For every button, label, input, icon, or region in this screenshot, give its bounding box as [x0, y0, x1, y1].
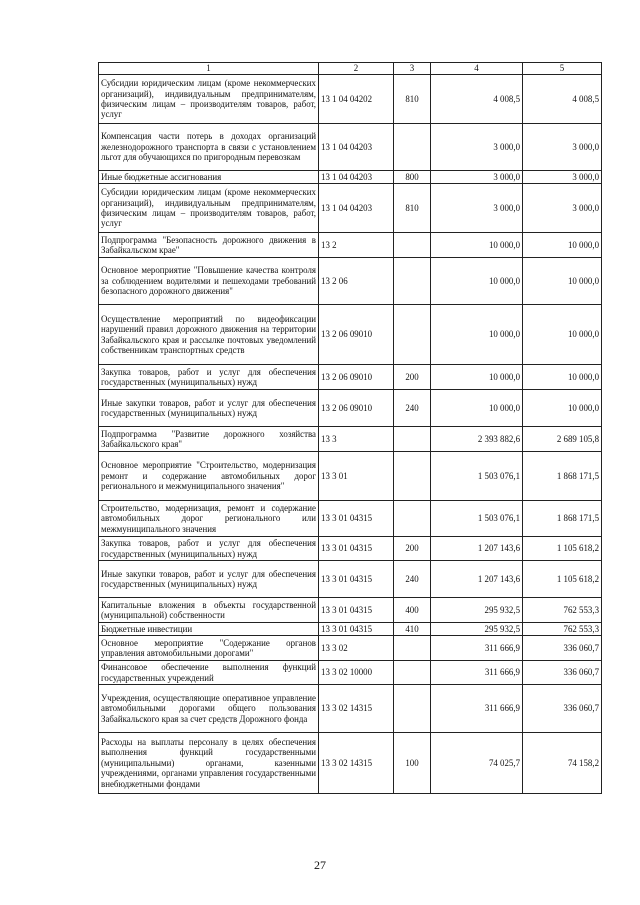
- row-expense-type: 240: [394, 561, 431, 598]
- row-expense-type: 200: [394, 537, 431, 561]
- row-amount-year-1: 1 207 143,6: [431, 537, 523, 561]
- row-amount-year-2: 10 000,0: [523, 305, 602, 365]
- row-expense-type: [394, 452, 431, 501]
- table-row: [99, 537, 602, 561]
- row-amount-year-1: 2 393 882,6: [431, 427, 523, 452]
- row-name: Финансовое обеспечение выполнения функций государственных учреждений: [99, 661, 319, 685]
- row-amount-year-1: 10 000,0: [431, 390, 523, 427]
- row-expense-type: [394, 427, 431, 452]
- row-code: 13 1 04 04202: [319, 75, 394, 124]
- row-amount-year-1: 4 008,5: [431, 75, 523, 124]
- row-amount-year-2: 3 000,0: [523, 171, 602, 184]
- page-number: 27: [314, 858, 326, 872]
- row-code: 13 2 06 09010: [319, 365, 394, 390]
- row-amount-year-2: 336 060,7: [523, 661, 602, 685]
- table-row: [99, 636, 602, 661]
- table-row: [99, 598, 602, 623]
- row-amount-year-1: 74 025,7: [431, 733, 523, 794]
- table-row: [99, 184, 602, 233]
- table-row: [99, 124, 602, 171]
- row-amount-year-1: 10 000,0: [431, 233, 523, 258]
- row-name: Подпрограмма "Развитие дорожного хозяйства Забайкальского края": [99, 427, 319, 452]
- row-amount-year-2: 1 105 618,2: [523, 561, 602, 598]
- row-expense-type: [394, 305, 431, 365]
- row-amount-year-1: 1 207 143,6: [431, 561, 523, 598]
- row-name: Подпрограмма "Безопасность дорожного движения в Забайкальском крае": [99, 233, 319, 258]
- row-expense-type: 800: [394, 171, 431, 184]
- row-name: Иные закупки товаров, работ и услуг для обеспечения государственных (муниципальных) нужд: [99, 561, 319, 598]
- table-row: [99, 233, 602, 258]
- table-row: [99, 171, 602, 184]
- header-col-1: 1: [99, 63, 319, 75]
- row-amount-year-1: 311 666,9: [431, 685, 523, 733]
- header-col-2: 2: [319, 63, 394, 75]
- row-amount-year-1: 295 932,5: [431, 598, 523, 623]
- header-col-5: 5: [523, 63, 602, 75]
- row-code: 13 3 01 04315: [319, 598, 394, 623]
- row-amount-year-2: 336 060,7: [523, 685, 602, 733]
- row-amount-year-1: 10 000,0: [431, 305, 523, 365]
- row-amount-year-1: 311 666,9: [431, 661, 523, 685]
- row-expense-type: [394, 501, 431, 537]
- row-code: 13 2 06: [319, 258, 394, 305]
- table-row: [99, 733, 602, 794]
- row-amount-year-2: 10 000,0: [523, 233, 602, 258]
- row-expense-type: 200: [394, 365, 431, 390]
- row-name: Иные бюджетные ассигнования: [99, 171, 319, 184]
- table-row: [99, 258, 602, 305]
- row-amount-year-2: 762 553,3: [523, 598, 602, 623]
- row-amount-year-2: 10 000,0: [523, 390, 602, 427]
- row-code: 13 3 02: [319, 636, 394, 661]
- table-row: [99, 390, 602, 427]
- row-name: Закупка товаров, работ и услуг для обеспечения государственных (муниципальных) нужд: [99, 365, 319, 390]
- budget-table: [98, 62, 602, 794]
- row-amount-year-1: 3 000,0: [431, 184, 523, 233]
- row-amount-year-2: 10 000,0: [523, 365, 602, 390]
- table-row: [99, 305, 602, 365]
- row-amount-year-2: 1 105 618,2: [523, 537, 602, 561]
- row-amount-year-1: 3 000,0: [431, 171, 523, 184]
- row-code: 13 1 04 04203: [319, 184, 394, 233]
- table-row: [99, 685, 602, 733]
- row-name: Строительство, модернизация, ремонт и содержание автомобильных дорог регионального или межмуниципального значения: [99, 501, 319, 537]
- row-expense-type: 240: [394, 390, 431, 427]
- row-expense-type: [394, 636, 431, 661]
- row-code: 13 2 06 09010: [319, 390, 394, 427]
- table-row: [99, 501, 602, 537]
- row-amount-year-2: 1 868 171,5: [523, 501, 602, 537]
- row-code: 13 1 04 04203: [319, 124, 394, 171]
- row-name: Основное мероприятие "Строительство, модернизация ремонт и содержание автомобильных дорог регионального и межмуниципального значения": [99, 452, 319, 501]
- row-code: 13 3 01 04315: [319, 561, 394, 598]
- row-code: 13 3 01 04315: [319, 537, 394, 561]
- row-expense-type: 810: [394, 75, 431, 124]
- row-name: Основное мероприятие "Повышение качества контроля за соблюдением водителями и пешеходами требований безопасного дорожного движения": [99, 258, 319, 305]
- row-amount-year-2: 4 008,5: [523, 75, 602, 124]
- row-expense-type: [394, 661, 431, 685]
- row-amount-year-1: 295 932,5: [431, 623, 523, 636]
- row-code: 13 3 01 04315: [319, 623, 394, 636]
- row-code: 13 2: [319, 233, 394, 258]
- row-amount-year-2: 336 060,7: [523, 636, 602, 661]
- row-amount-year-2: 3 000,0: [523, 184, 602, 233]
- table-row: [99, 452, 602, 501]
- table-row: [99, 561, 602, 598]
- table-row: [99, 75, 602, 124]
- row-amount-year-2: 3 000,0: [523, 124, 602, 171]
- header-col-3: 3: [394, 63, 431, 75]
- row-name: Компенсация части потерь в доходах организаций железнодорожного транспорта в связи с установлением льгот для обучающихся по пригородным перевозкам: [99, 124, 319, 171]
- row-name: Бюджетные инвестиции: [99, 623, 319, 636]
- table-body: [99, 75, 602, 794]
- row-code: 13 1 04 04203: [319, 171, 394, 184]
- row-name: Осуществление мероприятий по видеофиксации нарушений правил дорожного движения на территории Забайкальского края и рассылке почтовых уведомлений собственникам транспортных средств: [99, 305, 319, 365]
- table-header-row: [99, 63, 602, 75]
- row-name: Иные закупки товаров, работ и услуг для обеспечения государственных (муниципальных) нужд: [99, 390, 319, 427]
- row-amount-year-2: 2 689 105,8: [523, 427, 602, 452]
- row-expense-type: 410: [394, 623, 431, 636]
- header-col-4: 4: [431, 63, 523, 75]
- row-name: Расходы на выплаты персоналу в целях обеспечения выполнения функций государственными (муниципальными) органами, казенными учреждениями, органами управления государственными внебюджетными фондами: [99, 733, 319, 794]
- row-expense-type: [394, 233, 431, 258]
- row-code: 13 3 02 10000: [319, 661, 394, 685]
- row-name: Учреждения, осуществляющие оперативное управление автомобильными дорогами общего пользования Забайкальского края за счет средств Дорожного фонда: [99, 685, 319, 733]
- row-name: Основное мероприятие "Содержание органов управления автомобильными дорогами": [99, 636, 319, 661]
- table-row: [99, 661, 602, 685]
- row-amount-year-1: 3 000,0: [431, 124, 523, 171]
- row-code: 13 3 02 14315: [319, 685, 394, 733]
- row-amount-year-2: 1 868 171,5: [523, 452, 602, 501]
- table-row: [99, 427, 602, 452]
- row-expense-type: 100: [394, 733, 431, 794]
- row-expense-type: [394, 685, 431, 733]
- row-amount-year-2: 10 000,0: [523, 258, 602, 305]
- row-expense-type: [394, 124, 431, 171]
- row-name: Субсидии юридическим лицам (кроме некоммерческих организаций), индивидуальным предпринимателям, физическим лицам – производителям товаров, работ, услуг: [99, 75, 319, 124]
- row-amount-year-1: 311 666,9: [431, 636, 523, 661]
- row-amount-year-1: 1 503 076,1: [431, 452, 523, 501]
- row-name: Субсидии юридическим лицам (кроме некоммерческих организаций), индивидуальным предпринимателям, физическим лицам – производителям товаров, работ, услуг: [99, 184, 319, 233]
- table-row: [99, 365, 602, 390]
- row-code: 13 3 01 04315: [319, 501, 394, 537]
- table-row: [99, 623, 602, 636]
- row-amount-year-1: 1 503 076,1: [431, 501, 523, 537]
- row-amount-year-1: 10 000,0: [431, 258, 523, 305]
- row-name: Капитальные вложения в объекты государственной (муниципальной) собственности: [99, 598, 319, 623]
- row-code: 13 2 06 09010: [319, 305, 394, 365]
- row-code: 13 3 01: [319, 452, 394, 501]
- row-expense-type: 810: [394, 184, 431, 233]
- row-name: Закупка товаров, работ и услуг для обеспечения государственных (муниципальных) нужд: [99, 537, 319, 561]
- row-expense-type: 400: [394, 598, 431, 623]
- row-code: 13 3 02 14315: [319, 733, 394, 794]
- row-expense-type: [394, 258, 431, 305]
- row-amount-year-1: 10 000,0: [431, 365, 523, 390]
- row-code: 13 3: [319, 427, 394, 452]
- row-amount-year-2: 74 158,2: [523, 733, 602, 794]
- row-amount-year-2: 762 553,3: [523, 623, 602, 636]
